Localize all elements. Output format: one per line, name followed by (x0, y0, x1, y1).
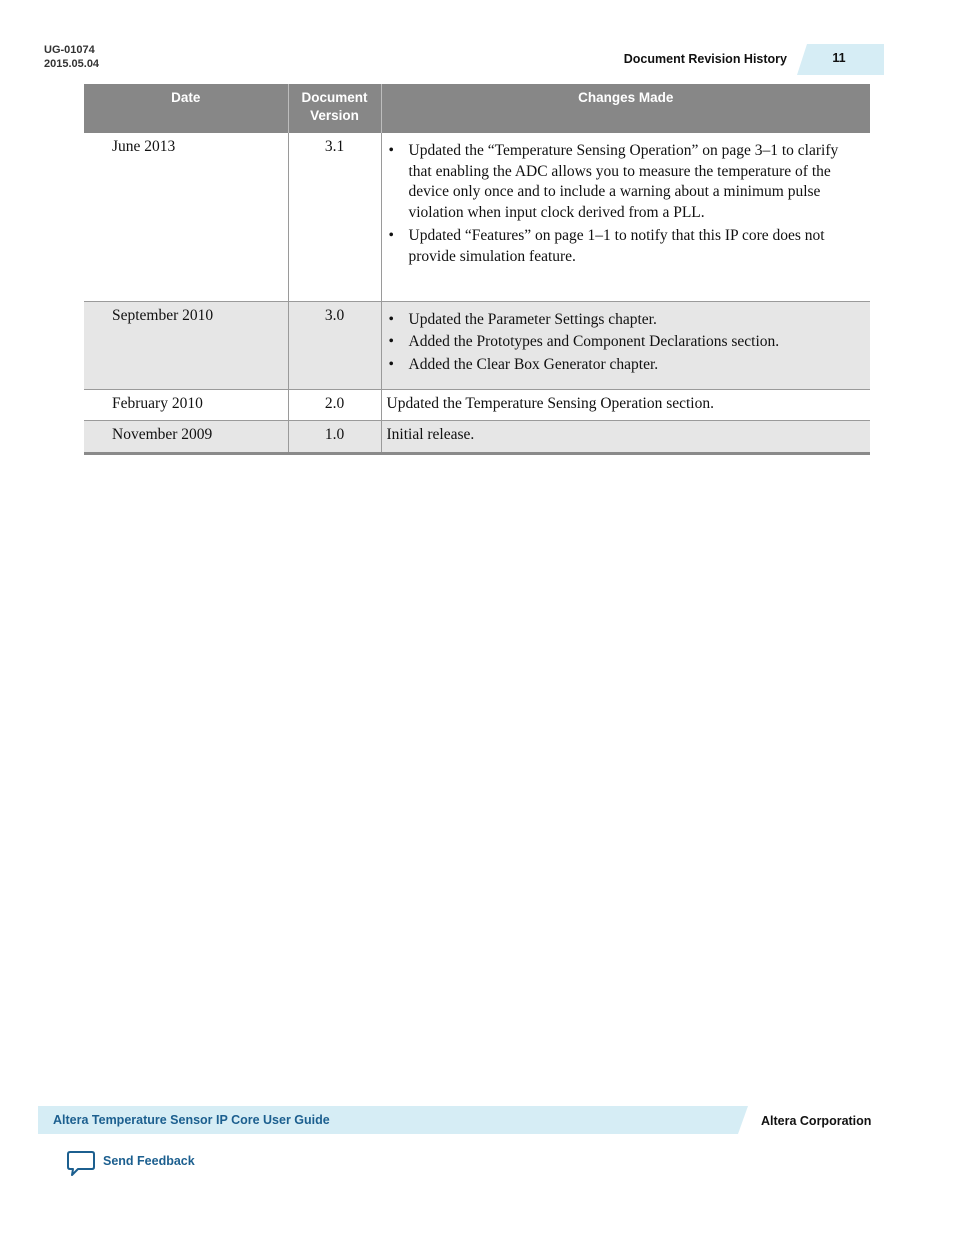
row-date: February 2010 (84, 389, 288, 421)
column-header-version-line1: Document (301, 90, 368, 105)
change-item: • Added the Clear Box Generator chapter. (387, 355, 865, 376)
change-item: • Updated the Parameter Settings chapter. (387, 310, 865, 331)
column-header-version (288, 84, 381, 133)
send-feedback-label[interactable]: Send Feedback (103, 1154, 195, 1168)
speech-bubble-icon[interactable] (66, 1150, 96, 1178)
footer-company: Altera Corporation (761, 1114, 872, 1128)
column-header-version-line2: Version (310, 108, 359, 123)
change-list (387, 310, 865, 376)
change-list (387, 141, 865, 267)
row-changes: Initial release. (381, 421, 870, 454)
document-id-block (44, 43, 99, 71)
table-header-row (84, 84, 870, 133)
row-version: 2.0 (288, 389, 381, 421)
row-version: 3.1 (288, 133, 381, 301)
footer-guide-title[interactable]: Altera Temperature Sensor IP Core User Guide (53, 1113, 330, 1127)
page-number: 11 (832, 51, 846, 65)
row-date: June 2013 (84, 133, 288, 301)
table-row (84, 133, 870, 301)
row-date: September 2010 (84, 301, 288, 389)
table-row (84, 301, 870, 389)
change-item: • Updated “Features” on page 1–1 to notify that this IP core does not provide simulation feature. (387, 226, 865, 267)
change-item: • Updated the “Temperature Sensing Operation” on page 3–1 to clarify that enabling the ADC allows you to measure the temperature of the device only once and to include a warning about a minimum pulse violation when input clock derived from a PLL. (387, 141, 865, 224)
document-date: 2015.05.04 (44, 58, 100, 70)
column-header-changes: Changes Made (381, 84, 870, 133)
table-row (84, 421, 870, 454)
table-row (84, 389, 870, 421)
row-changes (381, 301, 870, 389)
page-number-tab (797, 44, 884, 75)
row-version: 1.0 (288, 421, 381, 454)
row-changes: Updated the Temperature Sensing Operation section. (381, 389, 870, 421)
row-version: 3.0 (288, 301, 381, 389)
row-date: November 2009 (84, 421, 288, 454)
section-title: Document Revision History (623, 52, 787, 66)
row-changes (381, 133, 870, 301)
footer-guide-bar (38, 1106, 748, 1134)
column-header-date: Date (84, 84, 288, 133)
revision-history-table (84, 84, 870, 455)
document-id: UG-01074 (44, 44, 95, 56)
change-item: • Added the Prototypes and Component Declarations section. (387, 332, 865, 353)
